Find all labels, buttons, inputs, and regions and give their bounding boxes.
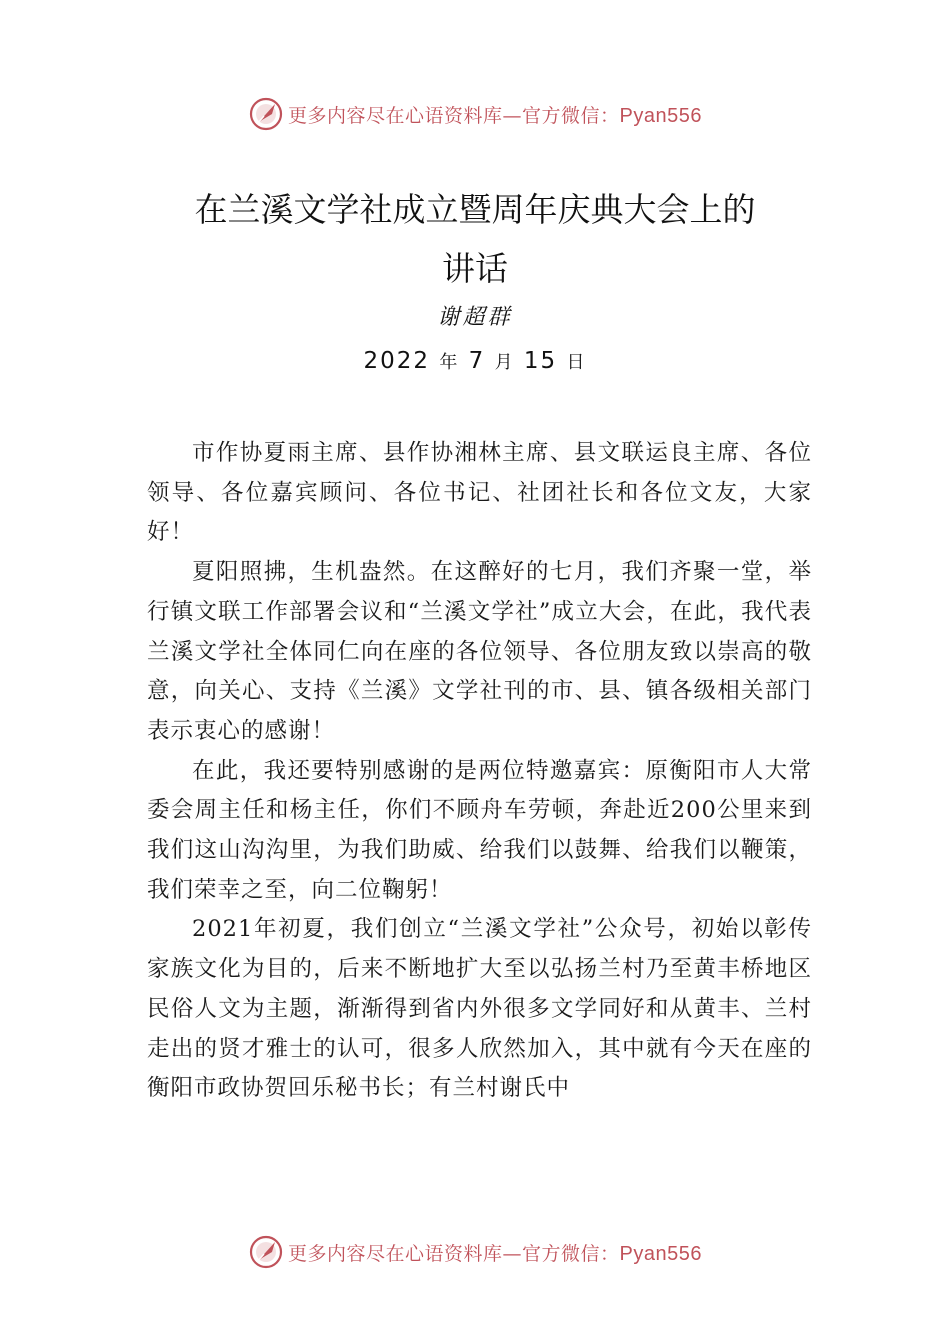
document-title-line-1: 在兰溪文学社成立暨周年庆典大会上的: [194, 190, 756, 229]
date-day-unit: 日: [566, 352, 587, 373]
watermark-text: 更多内容尽在心语资料库—官方微信：Pyan556: [288, 104, 702, 127]
header-watermark-banner: [0, 94, 950, 134]
document-title-line-2: 讲话: [442, 249, 508, 288]
paragraph-guests-thanks: 在此，我还要特别感谢的是两位特邀嘉宾：原衡阳市人大常委会周主任和杨主任，你们不顾舟车劳顿，奔赴近200公里来到我们这山沟沟里，为我们助威、给我们以鼓舞、给我们以鞭策，我们荣幸之至，向二位鞠躬！: [147, 757, 812, 903]
date-year: 2022: [363, 348, 431, 374]
author-name: 谢超群: [437, 305, 513, 330]
quill-logo-icon: [248, 96, 284, 132]
footer-watermark-banner: [0, 1232, 950, 1272]
quill-logo-icon: [248, 1234, 284, 1270]
paragraph-greeting: 市作协夏雨主席、县作协湘林主席、县文联运良主席、各位领导、各位嘉宾顾问、各位书记、社团社长和各位文友，大家好！: [147, 440, 812, 546]
date-month-unit: 月: [494, 352, 515, 373]
date-year-unit: 年: [439, 352, 460, 373]
speech-body: [147, 434, 812, 1109]
document-date: [0, 348, 950, 374]
date-day: 15: [523, 348, 558, 374]
paragraph-opening: 夏阳照拂，生机盎然。在这醉好的七月，我们齐聚一堂，举行镇文联工作部署会议和“兰溪文学社”成立大会，在此，我代表兰溪文学社全体同仁向在座的各位领导、各位朋友致以崇高的敬意，向关心、支持《兰溪》文学社刊的市、县、镇各级相关部门表示衷心的感谢！: [147, 559, 812, 744]
paragraph-history: 2021年初夏，我们创立“兰溪文学社”公众号，初始以彰传家族文化为目的，后来不断地扩大至以弘扬兰村乃至黄丰桥地区民俗人文为主题，渐渐得到省内外很多文学同好和从黄丰、兰村走出的贤才雅士的认可，很多人欣然加入，其中就有今天在座的衡阳市政协贺回乐秘书长；有兰村谢氏中: [147, 916, 812, 1102]
watermark-text: 更多内容尽在心语资料库—官方微信：Pyan556: [288, 1242, 702, 1265]
date-month: 7: [468, 348, 486, 374]
